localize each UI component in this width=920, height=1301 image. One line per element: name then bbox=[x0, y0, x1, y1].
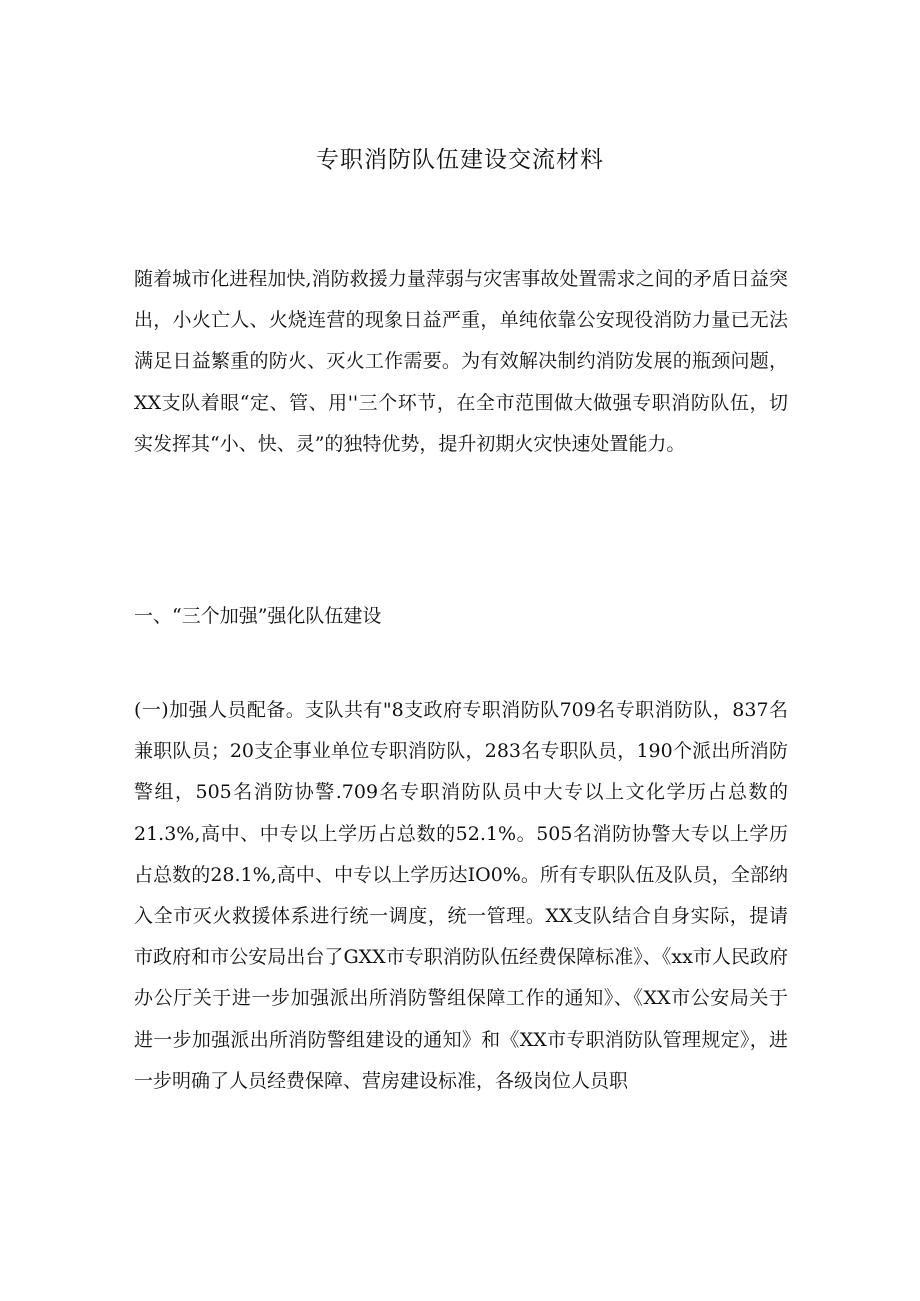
body-paragraph: (一)加强人员配备。支队共有"8支政府专职消防队709名专职消防队，837名兼职队员；20支企事业单位专职消防队，283名专职队员，190个派出所消防警组，505名消防协警.709名专职消防队员中大专以上文化学历占总数的21.3%,高中、中专以上学历占总数的52.1%。505名消防协警大专以上学历占总数的28.1%,高中、中专以上学历达IO0%。所有专职队伍及队员，全部纳入全市灭火救援体系进行统一调度，统一管理。XX支队结合自身实际，提请市政府和市公安局出台了GXX市专职消防队伍经费保障标准》、《xx市人民政府办公厅关于进一步加强派出所消防警组保障工作的通知》、《XX市公安局关于进一步加强派出所消防警组建设的通知》和《XX市专职消防队管理规定》，进一步明确了人员经费保障、营房建设标准，各级岗位人员职 bbox=[134, 699, 788, 1092]
intro-paragraph: 随着城市化进程加快,消防救援力量萍弱与灾害事故处置需求之间的矛盾日益突出，小火亡人、火烧连营的现象日益严重，单纯依靠公安现役消防力量已无法满足日益繁重的防火、灭火工作需要。为有效解决制约消防发展的瓶颈问题，XX支队着眼“定、管、用''三个环节，在全市范围做大做强专职消防队伍，切实发挥其“小、快、灵”的独特优势，提升初期火灾快速处置能力。 bbox=[134, 268, 788, 455]
document-title: 专职消防队伍建设交流材料 bbox=[316, 147, 604, 173]
section-heading: 一、“三个加强”强化队伍建设 bbox=[134, 605, 382, 627]
